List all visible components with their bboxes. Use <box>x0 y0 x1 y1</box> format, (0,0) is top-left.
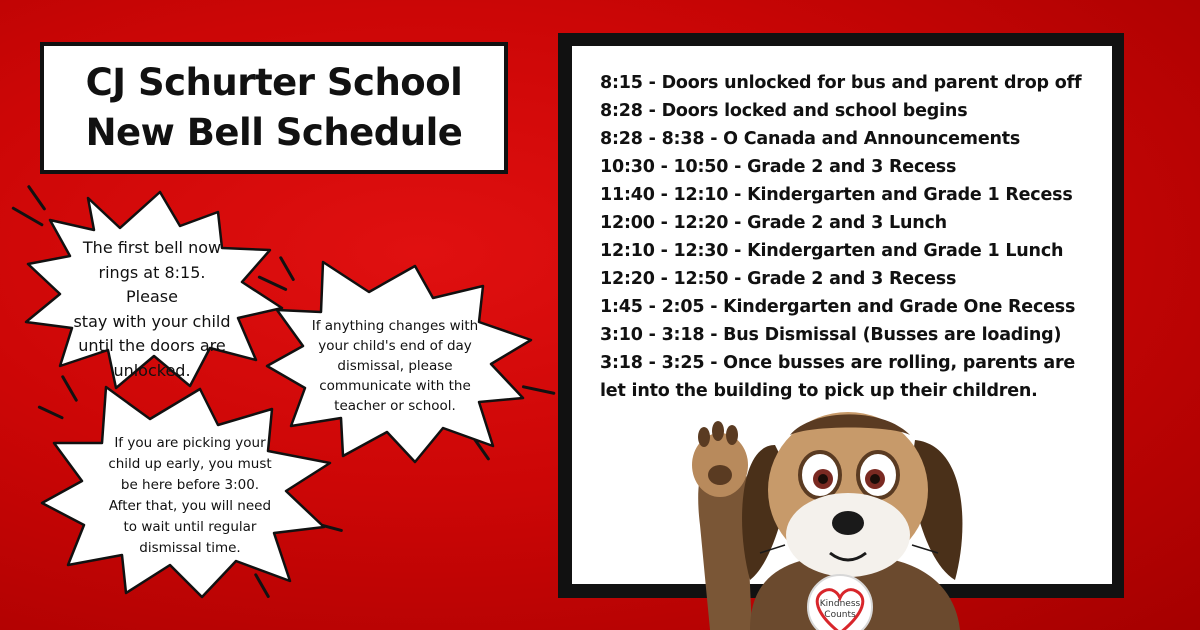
speech-burst-early-pickup <box>40 385 340 600</box>
dog-mascot-illustration <box>680 405 1000 630</box>
schedule-item: 8:28 - Doors locked and school begins <box>600 101 968 121</box>
note-line: dismissal time. <box>139 540 241 556</box>
title-box <box>40 42 508 174</box>
note-line: be here before 3:00. <box>120 477 260 493</box>
note-line: teacher or school. <box>334 398 456 414</box>
title-line-2: New Bell Schedule <box>85 111 463 154</box>
note-line: After that, you will need <box>108 498 272 514</box>
schedule-item: 11:40 - 12:10 - Kindergarten and Grade 1 Recess <box>600 185 1073 205</box>
schedule-item: let into the building to pick up their children. <box>600 381 1038 401</box>
badge-line-2: Counts <box>824 610 856 620</box>
schedule-item: 12:20 - 12:50 - Grade 2 and 3 Recess <box>600 269 957 289</box>
note-line: unlocked. <box>113 360 191 380</box>
note-line: dismissal, please <box>337 358 453 374</box>
title-line-1: CJ Schurter School <box>85 61 463 104</box>
note-line: child up early, you must <box>108 456 272 472</box>
badge-line-1: Kindness <box>819 599 861 609</box>
schedule-item: 8:15 - Doors unlocked for bus and parent drop off <box>600 73 1082 93</box>
note-line: to wait until regular <box>123 519 257 535</box>
schedule-item: 8:28 - 8:38 - O Canada and Announcements <box>600 129 1021 149</box>
bell-schedule-list <box>600 69 1081 405</box>
schedule-item: 12:00 - 12:20 - Grade 2 and 3 Lunch <box>600 213 947 233</box>
note-line: until the doors are <box>78 336 226 355</box>
note-line: The first bell now <box>82 238 222 257</box>
schedule-item: 3:18 - 3:25 - Once busses are rolling, parents are <box>600 353 1076 373</box>
schedule-item: 3:10 - 3:18 - Bus Dismissal (Busses are loading) <box>600 325 1062 345</box>
note-line: If anything changes with <box>311 318 479 334</box>
note-line: your child's end of day <box>318 338 472 354</box>
note-line: communicate with the <box>319 378 471 394</box>
schedule-item: 12:10 - 12:30 - Kindergarten and Grade 1 Lunch <box>600 241 1064 261</box>
note-line: If you are picking your <box>114 435 266 451</box>
schedule-item: 10:30 - 10:50 - Grade 2 and 3 Recess <box>600 157 957 177</box>
speech-burst-first-bell <box>20 190 285 390</box>
note-line: stay with your child <box>73 311 231 331</box>
note-line: rings at 8:15. Please <box>98 262 206 306</box>
schedule-item: 1:45 - 2:05 - Kindergarten and Grade One Recess <box>600 297 1076 317</box>
